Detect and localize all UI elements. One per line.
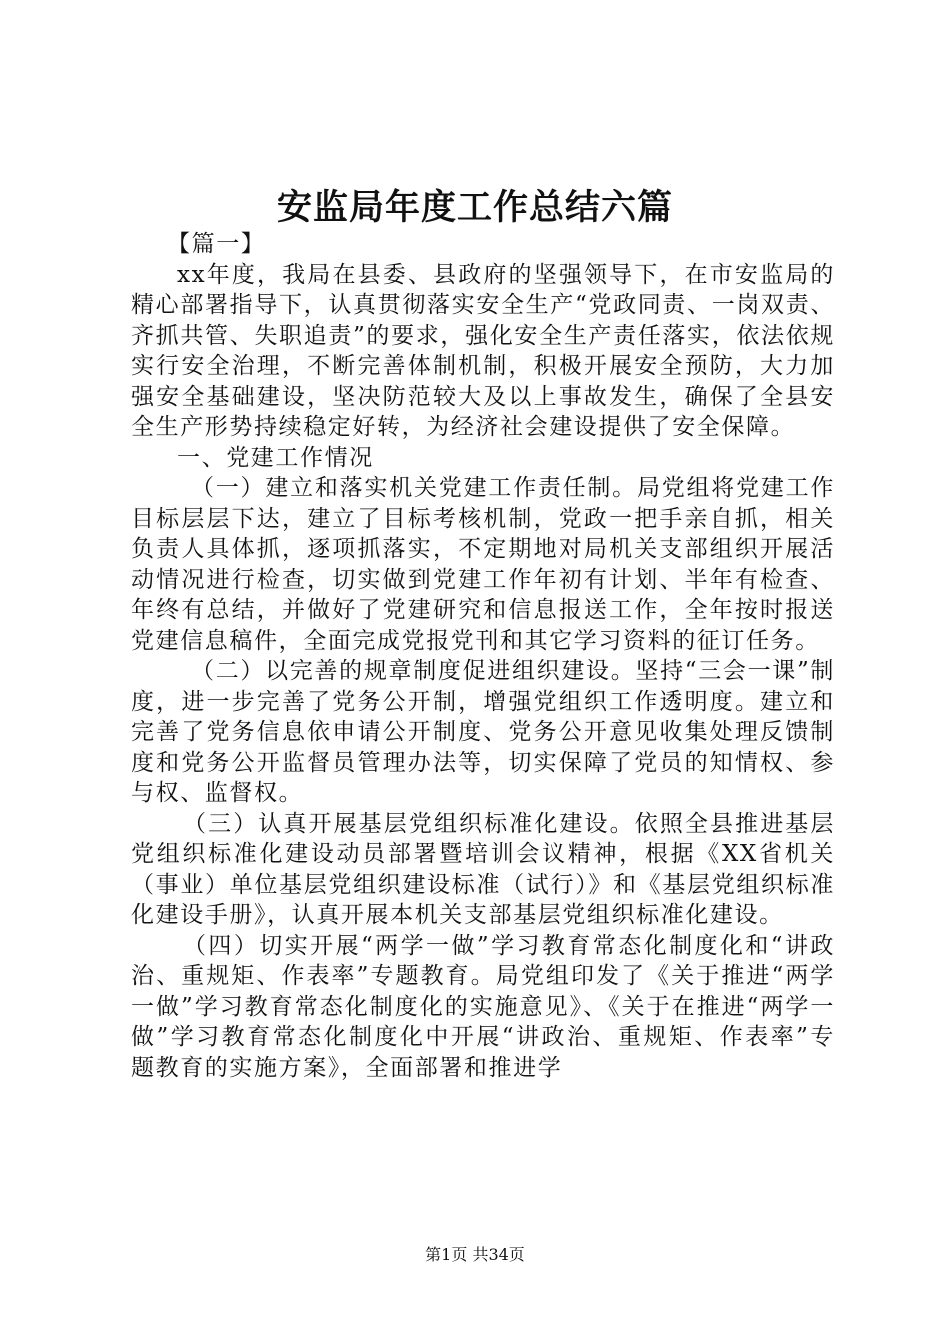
- page-number-footer: 第1页 共34页: [425, 1245, 525, 1264]
- document-body: [131, 229, 835, 1083]
- paragraph-intro: xx年度，我局在县委、县政府的坚强领导下，在市安监局的精心部署指导下，认真贯彻落实安全生产“党政同责、一岗双责、齐抓共管、失职追责”的要求，强化安全生产责任落实，依法依规实行安全治理，不断完善体制机制，积极开展安全预防，大力加强安全基础建设，坚决防范较大及以上事故发生，确保了全县安全生产形势持续稳定好转，为经济社会建设提供了安全保障。: [131, 261, 835, 440]
- paragraph-item-3: （三）认真开展基层党组织标准化建设。依照全县推进基层党组织标准化建设动员部署暨培训会议精神，根据《XX省机关（事业）单位基层党组织建设标准（试行）》和《基层党组织标准化建设手册》，认真开展本机关支部基层党组织标准化建设。: [131, 810, 835, 928]
- paragraph-item-4: （四）切实开展“两学一做”学习教育常态化制度化和“讲政治、重规矩、作表率”专题教育。局党组印发了《关于推进“两学一做”学习教育常态化制度化的实施意见》、《关于在推进“两学一做”学习教育常态化制度化中开展“讲政治、重规矩、作表率”专题教育的实施方案》，全面部署和推进学: [131, 932, 835, 1081]
- paragraph-item-1: （一）建立和落实机关党建工作责任制。局党组将党建工作目标层层下达，建立了目标考核机制，党政一把手亲自抓，相关负责人具体抓，逐项抓落实，不定期地对局机关支部组织开展活动情况进行检查，切实做到党建工作年初有计划、半年有检查、年终有总结，并做好了党建研究和信息报送工作，全年按时报送党建信息稿件，全面完成党报党刊和其它学习资料的征订任务。: [131, 475, 835, 654]
- paragraph-item-2: （二）以完善的规章制度促进组织建设。坚持“三会一课”制度，进一步完善了党务公开制，增强党组织工作透明度。建立和完善了党务信息依申请公开制度、党务公开意见收集处理反馈制度和党务公开监督员管理办法等，切实保障了党员的知情权、参与权、监督权。: [131, 658, 835, 806]
- document-title: 安监局年度工作总结六篇: [276, 187, 673, 228]
- section-heading-party-building: 一、党建工作情况: [177, 444, 374, 471]
- section-label: 【篇一】: [167, 231, 266, 257]
